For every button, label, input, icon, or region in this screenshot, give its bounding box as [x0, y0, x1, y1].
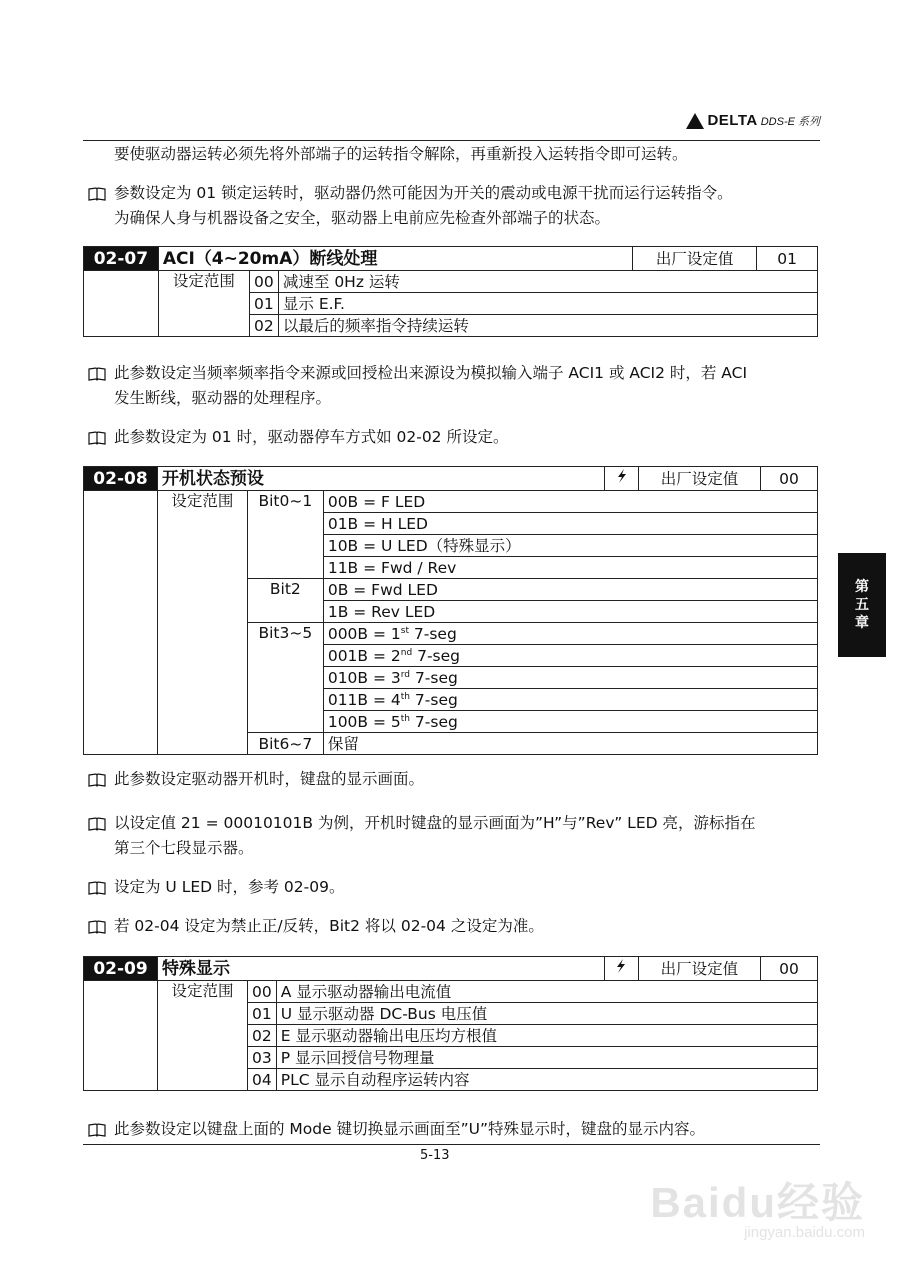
- page-header: [83, 104, 820, 141]
- bit-option: 1B = Rev LED: [323, 601, 817, 623]
- param-title: 特殊显示: [158, 957, 605, 981]
- option-desc: 显示 E.F.: [278, 293, 817, 315]
- seg-pre: 010B = 3: [327, 668, 401, 687]
- seg-post: 7-seg: [408, 624, 457, 643]
- factory-value: 00: [761, 467, 818, 491]
- paragraph: 此参数设定以键盘上面的 Mode 键切换显示画面至”U”特殊显示时，键盘的显示内容。: [114, 1120, 705, 1138]
- seg-pre: 011B = 4: [327, 690, 401, 709]
- brand-name: DELTA: [707, 112, 758, 129]
- option-code: 01: [249, 293, 278, 315]
- empty-cell: [84, 491, 158, 755]
- empty-cell: [84, 271, 159, 337]
- option-desc: E 显示驱动器输出电压均方根值: [276, 1025, 817, 1047]
- seg-pre: 100B = 5: [327, 712, 401, 731]
- seg-post: 7-seg: [410, 668, 458, 687]
- empty-cell: [84, 981, 158, 1091]
- seg-post: 7-seg: [409, 712, 458, 731]
- paragraph: 此参数设定当频率频率指令来源或回授检出来源设为模拟输入端子 ACI1 或 ACI2 时，若 ACI: [114, 364, 748, 382]
- paragraph: 发生断线，驱动器的处理程序。: [114, 389, 332, 407]
- watermark-url: jingyan.baidu.com: [744, 1224, 865, 1241]
- series-name: DDS-E 系列: [760, 115, 820, 128]
- bit-group: Bit2: [247, 579, 323, 623]
- option-code: 00: [248, 981, 277, 1003]
- option-code: 02: [249, 315, 278, 337]
- chapter-tab-char: 第: [855, 579, 869, 595]
- bit-option: 0B = Fwd LED: [323, 579, 817, 601]
- bit-option: [323, 645, 817, 667]
- option-code: 04: [248, 1069, 277, 1091]
- paragraph: 参数设定为 01 锁定运转时，驱动器仍然可能因为开关的震动或电源干扰而运行运转指令。: [114, 184, 733, 202]
- paragraph: 此参数设定驱动器开机时，键盘的显示画面。: [114, 770, 425, 788]
- param-table-0208: [83, 466, 818, 755]
- bit-option: 01B = H LED: [323, 513, 817, 535]
- bit-option: 11B = Fwd / Rev: [323, 557, 817, 579]
- seg-pre: 000B = 1: [327, 624, 401, 643]
- seg-sup: rd: [400, 669, 411, 680]
- chapter-tab: [838, 553, 886, 657]
- paragraph: 为确保人身与机器设备之安全，驱动器上电前应先检查外部端子的状态。: [114, 209, 611, 227]
- delta-logo: [686, 112, 820, 129]
- run-mode-cell: [604, 957, 638, 981]
- book-icon: [88, 920, 106, 934]
- range-label: 设定范围: [158, 981, 248, 1091]
- bit-option: [323, 667, 817, 689]
- page-number: 5-13: [420, 1148, 450, 1163]
- option-desc: P 显示回授信号物理量: [276, 1047, 817, 1069]
- bit-option: [323, 623, 817, 645]
- option-code: 00: [249, 271, 278, 293]
- chapter-tab-char: 五: [855, 597, 869, 613]
- delta-triangle-icon: [686, 113, 704, 129]
- paragraph: 设定为 U LED 时，参考 02-09。: [114, 878, 345, 896]
- paragraph: 若 02-04 设定为禁止正/反转，Bit2 将以 02-04 之设定为准。: [114, 917, 544, 935]
- factory-label: 出厂设定值: [632, 247, 756, 271]
- bit-group: Bit3~5: [247, 623, 323, 733]
- factory-value: 00: [760, 957, 817, 981]
- factory-value: 01: [757, 247, 818, 271]
- book-icon: [88, 1123, 106, 1137]
- seg-post: 7-seg: [412, 646, 461, 665]
- param-code: 02-09: [84, 957, 158, 981]
- seg-sup: th: [400, 713, 410, 724]
- paragraph: 以设定值 21 = 00010101B 为例，开机时键盘的显示画面为”H”与”Rev” LED 亮，游标指在: [114, 814, 756, 832]
- paragraph: 第三个七段显示器。: [114, 839, 254, 857]
- bit-option: 00B = F LED: [323, 491, 817, 513]
- book-icon: [88, 773, 106, 787]
- option-code: 03: [248, 1047, 277, 1069]
- bit-group: Bit0~1: [247, 491, 323, 579]
- factory-label: 出厂设定值: [639, 467, 761, 491]
- book-icon: [88, 431, 106, 445]
- range-label: 设定范围: [157, 491, 247, 755]
- bit-option: [323, 689, 817, 711]
- param-table-0209: [83, 956, 818, 1091]
- option-desc: U 显示驱动器 DC-Bus 电压值: [276, 1003, 817, 1025]
- bit-option: [323, 711, 817, 733]
- paragraph: 要使驱动器运转必须先将外部端子的运转指令解除，再重新投入运转指令即可运转。: [114, 145, 688, 163]
- option-desc: A 显示驱动器输出电流值: [276, 981, 817, 1003]
- factory-label: 出厂设定值: [638, 957, 760, 981]
- param-table-0207: [83, 246, 818, 337]
- param-title: ACI（4~20mA）断线处理: [158, 247, 632, 271]
- option-desc: PLC 显示自动程序运转内容: [276, 1069, 817, 1091]
- lightning-icon: [615, 468, 629, 484]
- seg-post: 7-seg: [409, 690, 458, 709]
- bit-option: 10B = U LED（特殊显示）: [323, 535, 817, 557]
- param-code: 02-07: [84, 247, 159, 271]
- seg-sup: st: [400, 625, 409, 636]
- range-label: 设定范围: [158, 271, 249, 337]
- lightning-icon: [614, 958, 628, 974]
- option-code: 02: [248, 1025, 277, 1047]
- bit-group: Bit6~7: [247, 733, 323, 755]
- run-mode-cell: [605, 467, 639, 491]
- param-title: 开机状态预设: [157, 467, 604, 491]
- watermark-text: Baidu经验: [650, 1179, 865, 1226]
- seg-sup: nd: [400, 647, 413, 658]
- option-desc: 减速至 0Hz 运转: [278, 271, 817, 293]
- book-icon: [88, 187, 106, 201]
- watermark: [650, 1170, 865, 1241]
- book-icon: [88, 817, 106, 831]
- book-icon: [88, 881, 106, 895]
- option-code: 01: [248, 1003, 277, 1025]
- book-icon: [88, 367, 106, 381]
- bit-option: 保留: [323, 733, 817, 755]
- param-code: 02-08: [84, 467, 158, 491]
- chapter-tab-char: 章: [855, 615, 869, 631]
- paragraph: 此参数设定为 01 时，驱动器停车方式如 02-02 所设定。: [114, 428, 509, 446]
- option-desc: 以最后的频率指令持续运转: [278, 315, 817, 337]
- seg-pre: 001B = 2: [327, 646, 401, 665]
- seg-sup: th: [400, 691, 410, 702]
- footer-divider: [83, 1144, 820, 1145]
